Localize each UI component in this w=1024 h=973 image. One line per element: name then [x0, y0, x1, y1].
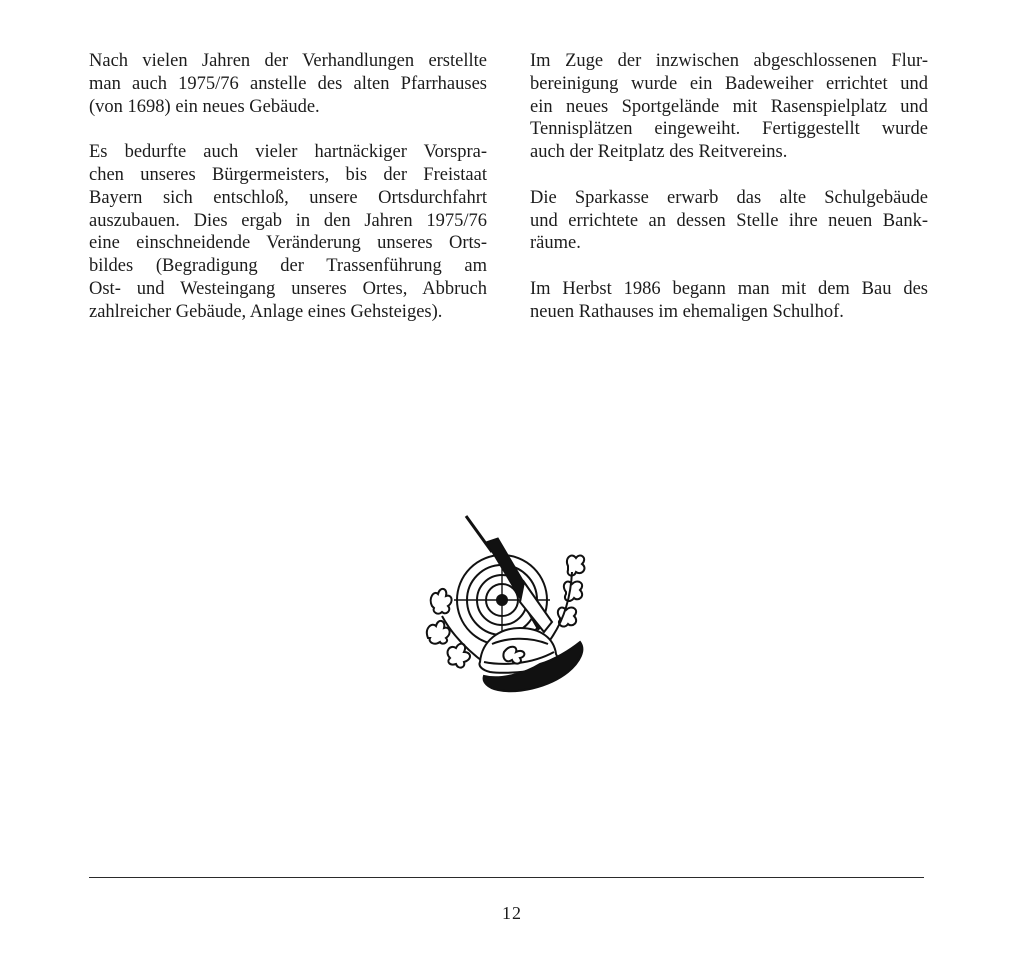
oak-leaves-icon [550, 556, 584, 640]
text-line: Die Sparkasse erwarb das alte Schulgebäude [530, 187, 928, 208]
text-line: Bayern sich entschloß, unsere Ortsdurchfahrt [89, 187, 487, 208]
text-line: und errichtete an dessen Stelle ihre neuen Bank- [530, 210, 928, 231]
paragraph-rathaus [530, 278, 928, 324]
text-line: (von 1698) ein neues Gebäude. [89, 96, 320, 117]
text-line: Es bedurfte auch vieler hartnäckiger Vorspra- [89, 142, 487, 163]
shooting-club-emblem-icon [420, 512, 590, 704]
text-line: bereinigung wurde ein Badeweiher errichtet und [530, 73, 928, 94]
text-line: auch der Reitplatz des Reitvereins. [530, 142, 788, 163]
hat-icon [479, 628, 582, 691]
text-line: räume. [530, 233, 581, 254]
text-line: Im Zuge der inzwischen abgeschlossenen Flur- [530, 51, 928, 71]
text-line: ein neues Sportgelände mit Rasenspielplatz und [530, 96, 928, 117]
left-column [89, 50, 487, 346]
text-line: Nach vielen Jahren der Verhandlungen erstellte [89, 51, 487, 71]
text-line: Im Herbst 1986 begann man mit dem Bau des [530, 278, 928, 299]
text-line: bildes (Begradigung der Trassenführung am [89, 256, 487, 277]
text-line: auszubauen. Dies ergab in den Jahren 1975/76 [89, 210, 487, 231]
right-column [530, 50, 928, 346]
text-line: Tennisplätzen eingeweiht. Fertiggestellt wurde [530, 119, 928, 140]
text-line: chen unseres Bürgermeisters, bis der Freistaat [89, 164, 487, 185]
text-line: neuen Rathauses im ehemaligen Schulhof. [530, 301, 844, 322]
paragraph-sparkasse [530, 187, 928, 255]
text-line: man auch 1975/76 anstelle des alten Pfarrhauses [89, 73, 487, 94]
text-line: Ost- und Westeingang unseres Ortes, Abbruch [89, 278, 487, 299]
text-line: eine einschneidende Veränderung unseres Orts- [89, 233, 487, 254]
paragraph-ortsdurchfahrt [89, 141, 487, 323]
footer-divider [89, 877, 924, 878]
paragraph-flurbereinigung [530, 50, 928, 164]
text-line: zahlreicher Gebäude, Anlage eines Gehsteiges). [89, 301, 443, 322]
paragraph-pfarrhaus [89, 50, 487, 118]
page-number: 12 [502, 903, 522, 923]
bullseye-icon [496, 594, 508, 606]
